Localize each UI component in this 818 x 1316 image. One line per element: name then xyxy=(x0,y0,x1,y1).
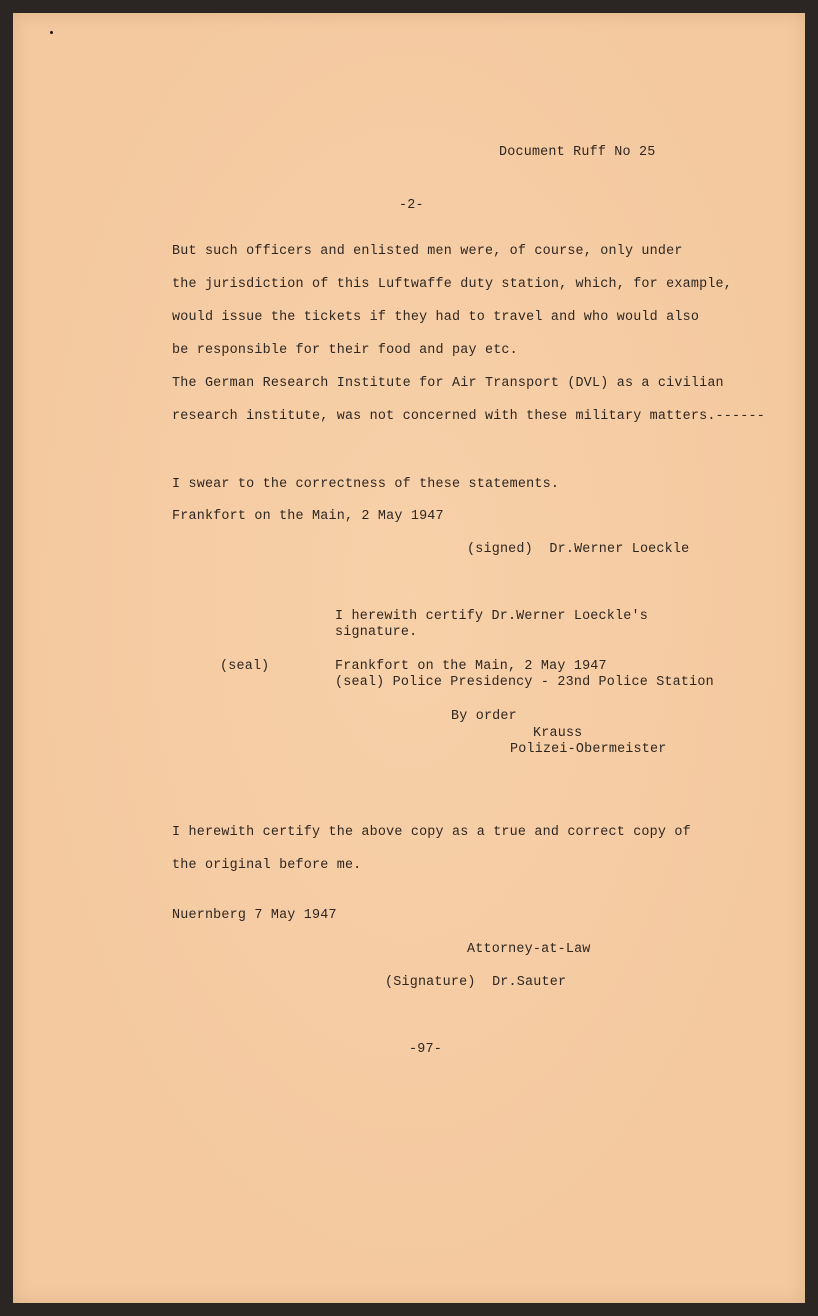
attorney-title: Attorney-at-Law xyxy=(467,942,591,957)
copy-place-date: Nuernberg 7 May 1947 xyxy=(172,908,337,923)
document-reference: Document Ruff No 25 xyxy=(499,145,656,160)
by-order-label: By order xyxy=(451,709,517,724)
body-line: research institute, was not concerned with these military matters.------ xyxy=(172,409,765,424)
body-line: But such officers and enlisted men were, of course, only under xyxy=(172,244,683,259)
copy-certification-line: the original before me. xyxy=(172,858,362,873)
police-station-line: (seal) Police Presidency - 23nd Police Station xyxy=(335,675,714,690)
body-line: The German Research Institute for Air Transport (DVL) as a civilian xyxy=(172,376,724,391)
officer-name: Krauss xyxy=(533,726,583,741)
attorney-signature: (Signature) Dr.Sauter xyxy=(385,975,567,990)
oath-statement: I swear to the correctness of these statements. xyxy=(172,477,560,492)
body-line: would issue the tickets if they had to travel and who would also xyxy=(172,310,700,325)
body-line: be responsible for their food and pay etc. xyxy=(172,343,518,358)
body-line: the jurisdiction of this Luftwaffe duty station, which, for example, xyxy=(172,277,733,292)
certification-line: signature. xyxy=(335,625,418,640)
copy-certification-line: I herewith certify the above copy as a true and correct copy of xyxy=(172,825,691,840)
ink-dot xyxy=(50,31,53,34)
page-marker: -2- xyxy=(399,198,424,213)
certification-line: I herewith certify Dr.Werner Loeckle's xyxy=(335,609,648,624)
oath-place-date: Frankfort on the Main, 2 May 1947 xyxy=(172,509,444,524)
signed-line: (signed) Dr.Werner Loeckle xyxy=(467,542,690,557)
page-number: -97- xyxy=(409,1042,442,1057)
seal-label: (seal) xyxy=(220,659,270,674)
officer-rank: Polizei-Obermeister xyxy=(510,742,667,757)
certification-place-date: Frankfort on the Main, 2 May 1947 xyxy=(335,659,607,674)
document-page xyxy=(13,13,805,1303)
